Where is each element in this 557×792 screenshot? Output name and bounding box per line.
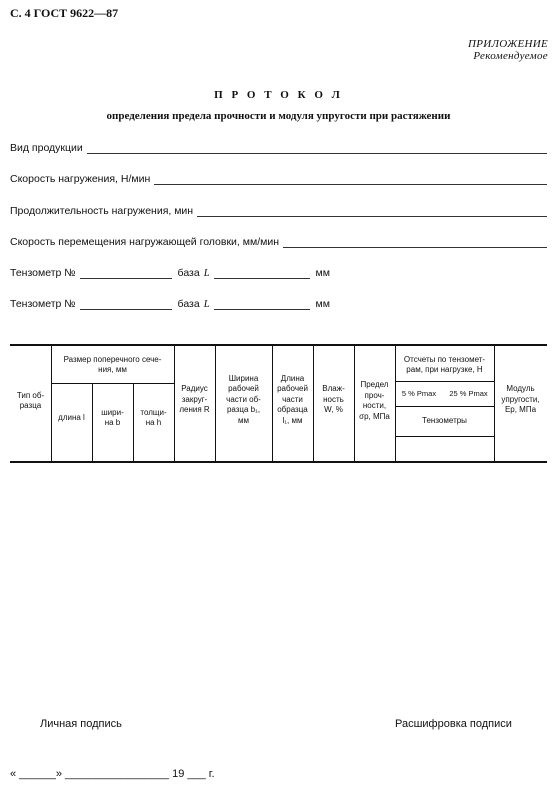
col-work-width: Ширина рабочей части об- разца b₁, мм (226, 373, 261, 425)
base-2-label: база (177, 298, 200, 310)
field-head-speed-label: Скорость перемещения нагружающей головки, мм/мин (10, 236, 279, 248)
tensometer-1-number-line[interactable] (80, 269, 172, 279)
field-load-duration-line[interactable] (197, 207, 547, 217)
field-load-speed-label: Скорость нагружения, Н/мин (10, 173, 151, 185)
tensometer-1-label: Тензометр № (10, 267, 76, 279)
signature-decoding-label: Расшифровка подписи (395, 718, 512, 730)
base-2-symbol: L (203, 299, 210, 310)
col-cross-section: Размер поперечного сече- ния, мм (63, 354, 162, 374)
field-load-speed-line[interactable] (154, 175, 547, 185)
field-product-type-label: Вид продукции (10, 142, 83, 154)
base-1-symbol: L (203, 268, 210, 279)
col-humidity: Влаж- ность W, % (322, 384, 345, 415)
tensometer-2-label: Тензометр № (10, 298, 76, 310)
appendix-title: ПРИЛОЖЕНИЕ (468, 38, 548, 50)
col-tensometers: Тензометры (422, 415, 467, 425)
page-header: С. 4 ГОСТ 9622—87 (10, 6, 119, 20)
field-tensometer-1 (10, 267, 330, 279)
field-head-speed-line[interactable] (283, 238, 547, 248)
base-2-value-line[interactable] (214, 300, 310, 310)
col-radius: Радиус закруг- ления R (179, 384, 210, 415)
col-sample-type: Тип об- разца (16, 390, 45, 410)
col-readings: Отсчеты по тензомет- рам, при нагрузке, Н (403, 354, 486, 374)
col-strength: Предел проч- ности, σр, МПа (359, 380, 390, 421)
field-tensometer-2 (10, 298, 330, 310)
col-readings-5pct: 5 % Pmax (401, 388, 437, 398)
date-line[interactable]: « ______» _________________ 19 ___ г. (10, 768, 215, 780)
protocol-subtitle: определения предела прочности и модуля упругости при растяжении (106, 110, 451, 122)
unit-2-label: мм (315, 298, 330, 310)
field-load-duration-label: Продолжительность нагружения, мин (10, 205, 194, 217)
col-thickness: толщи- на h (140, 407, 167, 427)
unit-1-label: мм (315, 267, 330, 279)
protocol-title: П Р О Т О К О Л (214, 89, 343, 101)
field-load-duration (10, 205, 547, 217)
base-1-label: база (177, 267, 200, 279)
field-load-speed (10, 173, 547, 185)
col-modulus: Модуль упругости, Ер, МПа (501, 384, 540, 415)
col-work-length: Длина рабочей части образца l₁, мм (277, 373, 308, 425)
col-length: длина l (58, 412, 85, 422)
results-table (10, 344, 547, 463)
field-product-type-line[interactable] (87, 144, 547, 154)
base-1-value-line[interactable] (214, 269, 310, 279)
tensometer-2-number-line[interactable] (80, 300, 172, 310)
col-readings-25pct: 25 % Pmax (449, 388, 488, 398)
col-width: шири- на b (101, 407, 124, 427)
appendix-status: Рекомендуемое (473, 50, 548, 62)
signature-label: Личная подпись (40, 718, 122, 730)
field-product-type (10, 142, 547, 154)
appendix-label (468, 38, 548, 62)
field-head-speed (10, 236, 547, 248)
